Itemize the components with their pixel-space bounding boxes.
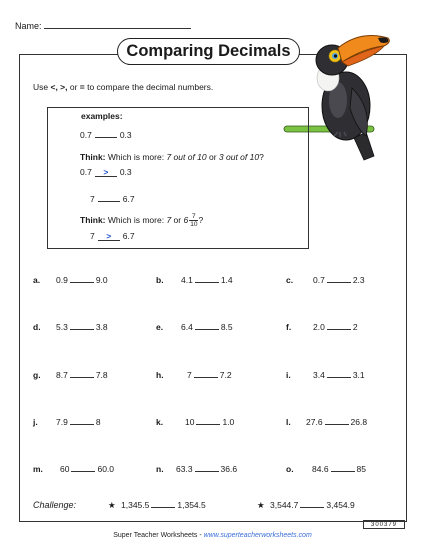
problem-left: 10: [185, 417, 195, 427]
think-text: Which is more:: [107, 152, 167, 162]
problem-left: 84.6: [312, 464, 329, 474]
instructions-text-3: to compare the decimal numbers.: [84, 82, 214, 92]
example-2-right: 6.7: [122, 194, 135, 204]
think-text: or: [206, 152, 219, 162]
problem-left: 60: [60, 464, 70, 474]
problem-left: 0.9: [56, 275, 68, 285]
problem-right: 1.4: [220, 275, 233, 285]
example-2-answer-symbol: >: [98, 232, 120, 241]
example-1-right: 0.3: [119, 130, 132, 140]
answer-blank[interactable]: [300, 500, 324, 508]
problem-letter: l.: [286, 417, 291, 427]
think-label: Think:: [80, 214, 106, 225]
page-title: Comparing Decimals: [117, 38, 300, 65]
problem-left: 7.9: [56, 417, 68, 427]
problem-letter: i.: [286, 370, 291, 380]
problem-letter: h.: [156, 370, 164, 380]
star-icon: ★: [108, 500, 116, 510]
name-label: Name:: [15, 21, 42, 31]
problem-right: 2.3: [352, 275, 365, 285]
problem-letter: b.: [156, 275, 164, 285]
problem-left: 4.1: [181, 275, 193, 285]
think-text: ?: [259, 152, 264, 162]
problem-right: 2: [352, 322, 358, 332]
problem-left: 63.3: [176, 464, 193, 474]
instructions-text-2: or: [67, 82, 80, 92]
answer-blank[interactable]: [325, 417, 349, 425]
problem-right: 7.2: [219, 370, 232, 380]
challenge-label: Challenge:: [33, 500, 77, 510]
challenge-1: [108, 500, 206, 511]
problem-c: [313, 275, 365, 285]
problem-letter: o.: [286, 464, 294, 474]
problem-left: 7: [187, 370, 192, 380]
answer-blank[interactable]: [70, 275, 94, 283]
problem-right: 3.8: [95, 322, 108, 332]
footer-brand: Super Teacher Worksheets -: [113, 532, 204, 539]
name-row: [15, 20, 191, 31]
footer-url[interactable]: www.superteacherworksheets.com: [203, 532, 312, 539]
problem-right: 8: [95, 417, 101, 427]
example-1-answer-symbol: >: [95, 168, 117, 177]
instructions-symbols: <, >,: [50, 82, 68, 92]
problem-left: 8.7: [56, 370, 68, 380]
name-field[interactable]: [44, 20, 191, 29]
answer-blank[interactable]: [195, 275, 219, 283]
problem-letter: c.: [286, 275, 294, 285]
problem-right: 8.5: [220, 322, 233, 332]
answer-blank[interactable]: [327, 370, 351, 378]
answer-blank[interactable]: [70, 417, 94, 425]
example-2-answer-left: 7: [90, 231, 95, 241]
problem-right: 60.0: [97, 464, 115, 474]
worksheet-code: 300379: [363, 520, 405, 529]
problem-right: 3.1: [352, 370, 365, 380]
problem-letter: f.: [286, 322, 292, 332]
think-text: 7: [166, 214, 172, 225]
problem-l: [306, 417, 367, 427]
think-text: 6: [183, 214, 189, 225]
answer-blank[interactable]: [195, 322, 219, 330]
instructions: [33, 82, 213, 92]
problem-letter: g.: [33, 370, 41, 380]
answer-blank[interactable]: [331, 464, 355, 472]
challenge-left: 3,544.7: [270, 500, 299, 510]
example-2-problem: [90, 194, 135, 204]
examples-label: examples:: [81, 111, 123, 121]
answer-blank[interactable]: [71, 464, 95, 472]
problem-letter: n.: [156, 464, 164, 474]
problem-letter: e.: [156, 322, 164, 332]
problem-left: 2.0: [313, 322, 325, 332]
problem-right: 7.8: [95, 370, 108, 380]
star-icon: ★: [257, 500, 265, 510]
problem-right: 26.8: [350, 417, 368, 427]
fraction-numerator: 7: [189, 213, 198, 221]
example-1-left: 0.7: [80, 130, 92, 140]
think-text: or: [171, 214, 184, 225]
think-text: 3 out of 10: [218, 152, 260, 162]
instructions-equals: =: [79, 82, 85, 92]
problem-f: [313, 322, 358, 332]
problem-b: [181, 275, 233, 285]
problem-a: [56, 275, 108, 285]
instructions-text-1: Use: [33, 82, 51, 92]
challenge-2: [257, 500, 355, 511]
example-1-blank: [95, 130, 117, 138]
problem-n: [176, 464, 237, 474]
example-1-think: [80, 152, 264, 162]
answer-blank[interactable]: [195, 464, 219, 472]
problem-j: [56, 417, 101, 427]
example-1-answer-left: 0.7: [80, 167, 92, 177]
answer-blank[interactable]: [194, 370, 218, 378]
problem-letter: a.: [33, 275, 41, 285]
problem-o: [312, 464, 366, 474]
problem-right: 85: [356, 464, 367, 474]
problem-left: 3.4: [313, 370, 325, 380]
problem-g: [56, 370, 108, 380]
think-text: ?: [198, 214, 204, 225]
problem-letter: m.: [33, 464, 43, 474]
problem-letter: j.: [33, 417, 38, 427]
example-1-answer: [80, 167, 132, 177]
problem-left: 0.7: [313, 275, 325, 285]
problem-right: 36.6: [220, 464, 238, 474]
think-label: Think:: [80, 152, 106, 162]
answer-blank[interactable]: [70, 370, 94, 378]
answer-blank[interactable]: [196, 417, 220, 425]
example-2-answer: [90, 231, 135, 241]
problem-e: [181, 322, 233, 332]
answer-blank[interactable]: [327, 322, 351, 330]
answer-blank[interactable]: [70, 322, 94, 330]
answer-blank[interactable]: [151, 500, 175, 508]
problem-right: 1.0: [222, 417, 235, 427]
problem-left: 27.6: [306, 417, 323, 427]
footer: [0, 532, 425, 539]
answer-blank[interactable]: [327, 275, 351, 283]
example-1-problem: [80, 130, 132, 140]
problem-k: [185, 417, 234, 427]
challenge-right: 1,354.5: [177, 500, 206, 510]
problem-m: [60, 464, 114, 474]
problem-letter: d.: [33, 322, 41, 332]
challenge-left: 1,345.5: [121, 500, 150, 510]
example-1-answer-right: 0.3: [119, 167, 132, 177]
challenge-right: 3,454.9: [326, 500, 355, 510]
example-2-think: [80, 213, 203, 228]
problem-letter: k.: [156, 417, 164, 427]
problem-left: 6.4: [181, 322, 193, 332]
think-text: Which is more:: [107, 214, 167, 225]
problem-h: [187, 370, 232, 380]
problem-i: [313, 370, 365, 380]
example-2-left: 7: [90, 194, 95, 204]
example-2-answer-right: 6.7: [122, 231, 135, 241]
problem-right: 9.0: [95, 275, 108, 285]
fraction-denominator: 10: [190, 221, 198, 228]
problem-left: 5.3: [56, 322, 68, 332]
think-text: 7 out of 10: [166, 152, 207, 162]
example-2-blank: [98, 194, 120, 202]
problem-d: [56, 322, 108, 332]
